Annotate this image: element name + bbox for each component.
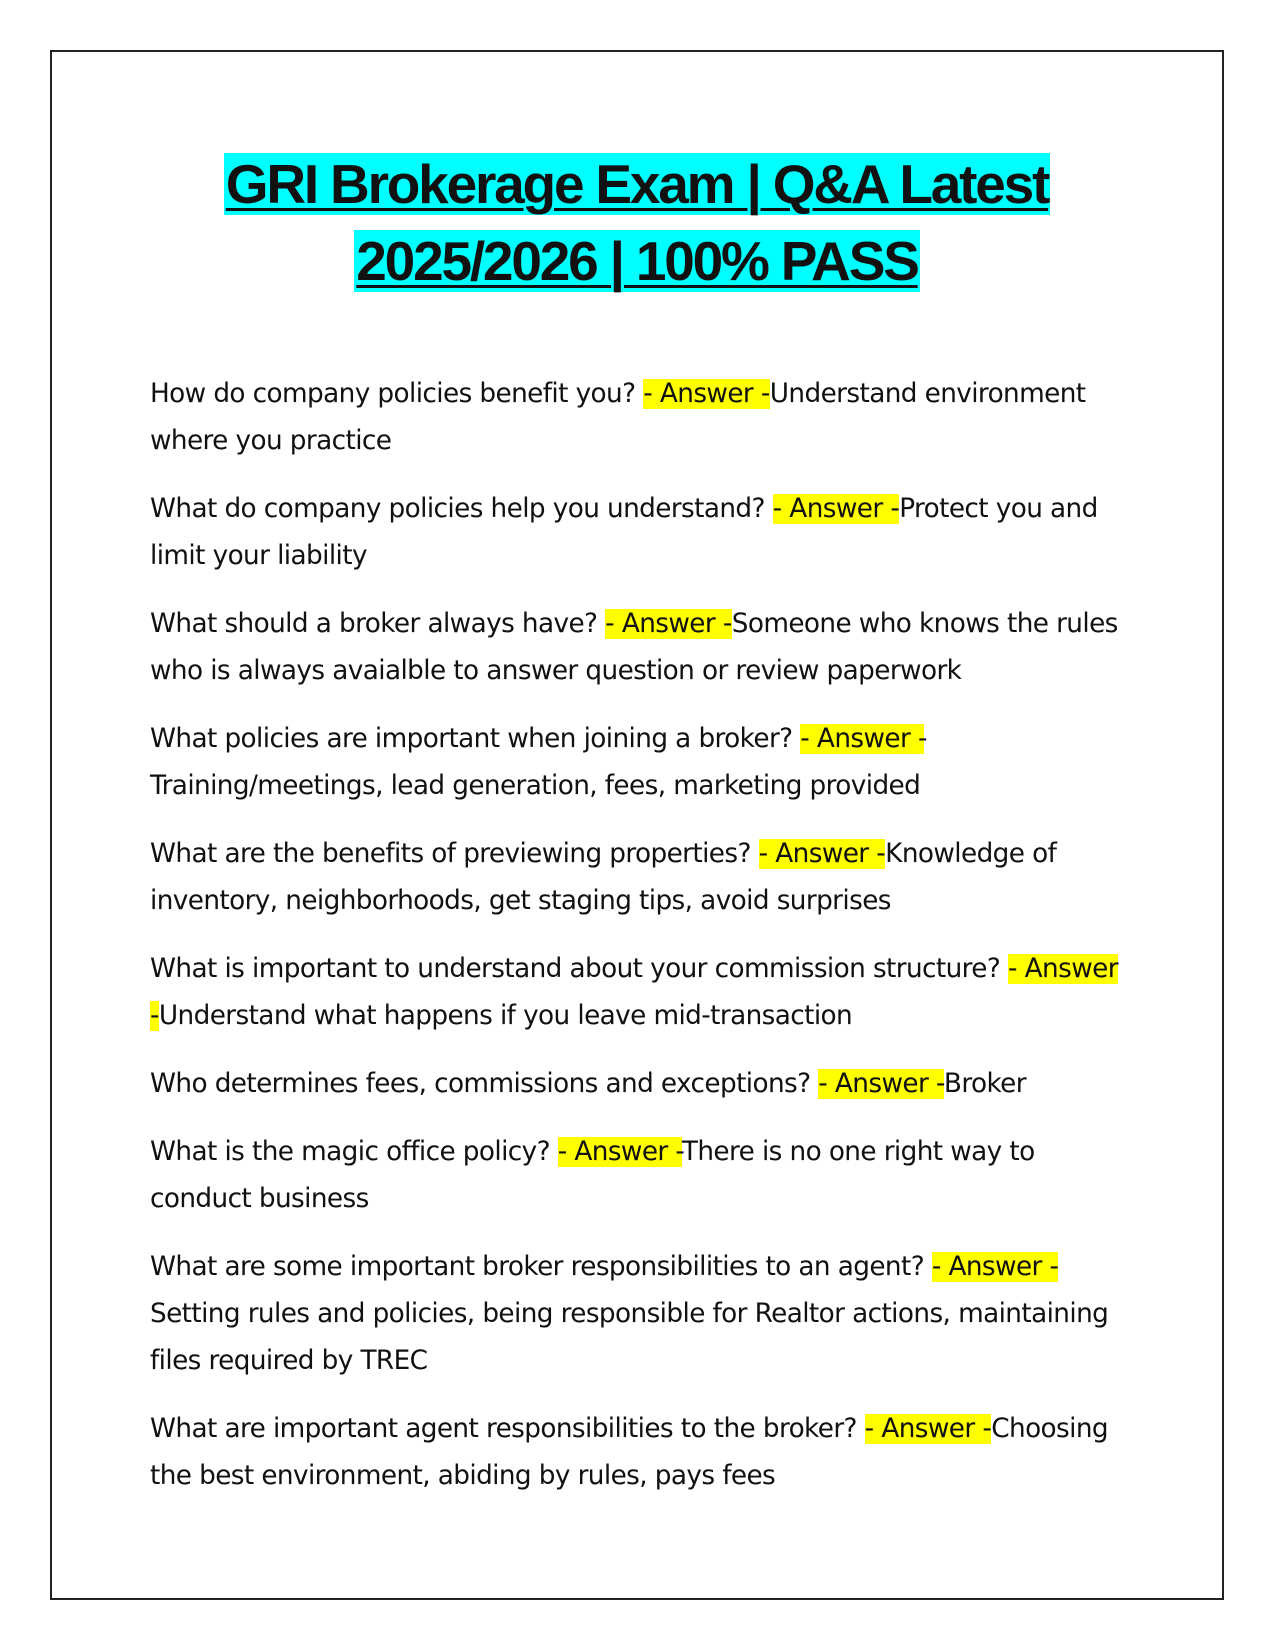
answer-text: Broker	[943, 1069, 1026, 1099]
answer-text: Knowledge of inventory, neighborhoods, get staging tips, avoid surprises	[150, 839, 1057, 916]
qa-item	[150, 1406, 1120, 1500]
question-text: What is important to understand about your commission structure?	[150, 954, 1008, 984]
question-text: What should a broker always have?	[150, 609, 606, 639]
answer-marker: - Answer -	[150, 954, 1118, 1031]
question-text: Who determines fees, commissions and exceptions?	[150, 1069, 819, 1099]
answer-text: Training/meetings, lead generation, fees, marketing provided	[150, 771, 921, 801]
answer-text: Setting rules and policies, being responsible for Realtor actions, maintaining files required by TREC	[150, 1299, 1109, 1376]
answer-marker: - Answer -	[758, 839, 886, 869]
qa-item	[150, 831, 1120, 925]
question-text: What are the benefits of previewing properties?	[150, 839, 759, 869]
question-text: What policies are important when joining a broker?	[150, 724, 801, 754]
document-title	[60, 146, 1214, 300]
qa-item	[150, 1129, 1120, 1223]
answer-text: Someone who knows the rules who is always avaialble to answer question or review paperwork	[150, 609, 1118, 686]
question-text: How do company policies benefit you?	[150, 379, 644, 409]
answer-text: Protect you and limit your liability	[150, 494, 1098, 571]
question-text: What is the magic office policy?	[150, 1137, 558, 1167]
qa-item	[150, 946, 1120, 1040]
qa-item	[150, 601, 1120, 695]
answer-marker: - Answer -	[643, 379, 770, 409]
answer-marker: - Answer -	[931, 1252, 1059, 1282]
qa-list	[150, 371, 1120, 1521]
question-text: What do company policies help you understand?	[150, 494, 773, 524]
question-text: What are important agent responsibilities to the broker?	[150, 1414, 865, 1444]
answer-marker: - Answer -	[605, 609, 732, 639]
qa-item	[150, 1061, 1120, 1108]
answer-marker: - Answer -	[557, 1137, 682, 1167]
answer-text: Choosing the best environment, abiding by rules, pays fees	[150, 1414, 1109, 1491]
answer-text: Understand environment where you practice	[150, 379, 1086, 456]
answer-marker: - Answer -	[800, 724, 925, 754]
qa-item	[150, 716, 1120, 810]
answer-text: There is no one right way to conduct business	[150, 1137, 1035, 1214]
qa-item	[150, 371, 1120, 465]
answer-marker: - Answer -	[864, 1414, 992, 1444]
question-text: What are some important broker responsibilities to an agent?	[150, 1252, 932, 1282]
answer-text: Understand what happens if you leave mid-transaction	[158, 1001, 853, 1031]
title-line-1: GRI Brokerage Exam | Q&A Latest	[225, 153, 1049, 215]
title-line-2: 2025/2026 | 100% PASS	[356, 230, 918, 292]
qa-item	[150, 1244, 1120, 1385]
answer-marker: - Answer -	[818, 1069, 944, 1099]
qa-item	[150, 486, 1120, 580]
answer-marker: - Answer -	[772, 494, 900, 524]
